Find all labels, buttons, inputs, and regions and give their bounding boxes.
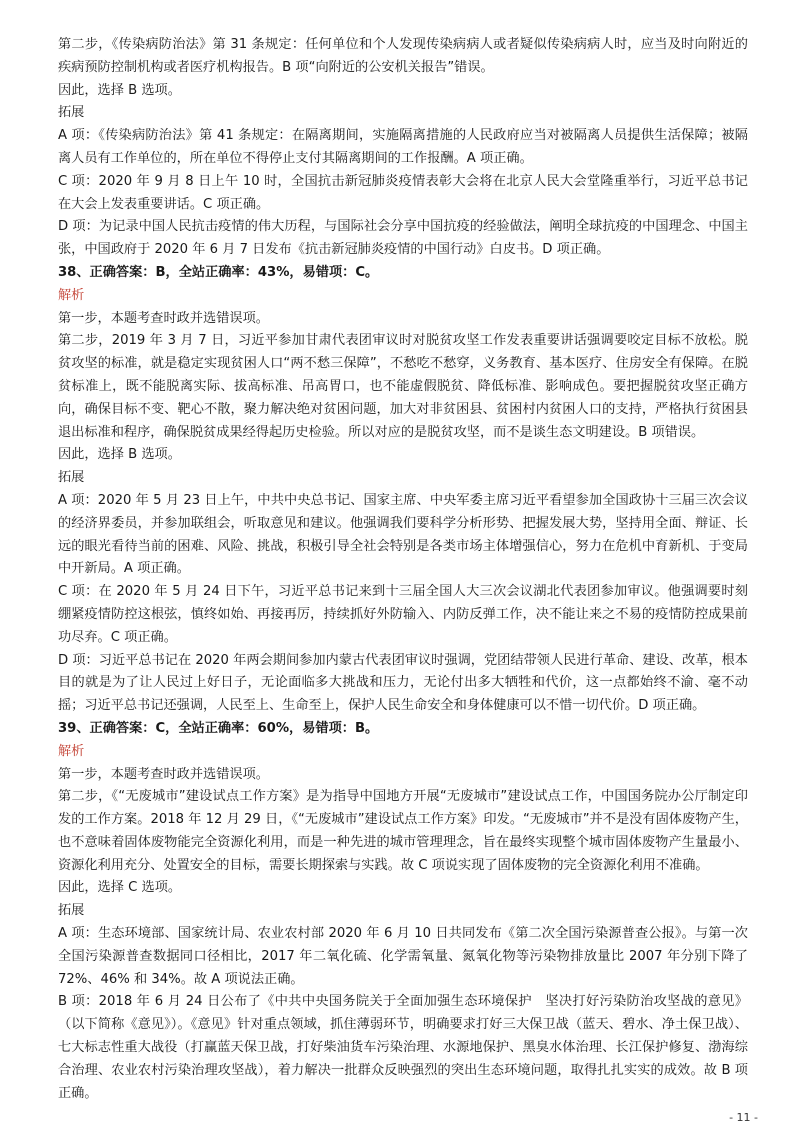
sec1-option-d: D 项：为记录中国人民抗击疫情的伟大历程，与国际社会分享中国抗疫的经验做法，阐明全球抗疫的中国理念、中国主张，中国政府于 2020 年 6 月 7 日发布《抗击新冠肺炎疫情的中国行动》白皮书。D 项正确。 (58, 219, 748, 258)
q38-answer-header: 38、正确答案：B，全站正确率：43%，易错项：C。 (58, 264, 379, 280)
q38-option-c: C 项：在 2020 年 5 月 24 日下午，习近平总书记来到十三届全国人大三次会议湖北代表团参加审议。他强调要时刻绷紧疫情防控这根弦，慎终如始、再接再厉，持续抓好外防输入、内防反弹工作，决不能让来之不易的疫情防控成果前功尽弃。C 项正确。 (58, 584, 748, 645)
q38-analysis-heading: 解析 (58, 287, 85, 303)
q38-option-d: D 项：习近平总书记在 2020 年两会期间参加内蒙古代表团审议时强调，党团结带领人民进行革命、建设、改革，根本目的就是为了让人民过上好日子，无论面临多大挑战和压力，无论付出多大牺牲和代价，这一点都始终不渝、毫不动摇；习近平总书记还强调，人民至上、生命至上，保护人民生命安全和身体健康可以不惜一切代价。D 项正确。 (58, 652, 748, 714)
sec1-option-a: A 项：《传染病防治法》第 41 条规定：在隔离期间，实施隔离措施的人民政府应当对被隔离人员提供生活保障；被隔离人员有工作单位的，所在单位不得停止支付其隔离期间的工作报酬。A 项正确。 (58, 128, 748, 166)
sec1-extension-heading: 拓展 (58, 105, 85, 121)
sec1-option-c: C 项：2020 年 9 月 8 日上午 10 时，全国抗击新冠肺炎疫情表彰大会将在北京人民大会堂隆重举行，习近平总书记在大会上发表重要讲话。C 项正确。 (58, 173, 748, 212)
q38-conclusion: 因此，选择 B 选项。 (58, 447, 181, 463)
page-number: - 11 - (729, 1111, 758, 1124)
q39-step1: 第一步，本题考查时政并选错误项。 (58, 766, 269, 782)
document-page (58, 34, 748, 1105)
q38-option-a: A 项：2020 年 5 月 23 日上午，中共中央总书记、国家主席、中央军委主席习近平看望参加全国政协十三届三次会议的经济界委员，并参加联组会，听取意见和建议。他强调我们要科学分析形势、把握发展大势，坚持用全面、辩证、长远的眼光看待当前的困难、风险、挑战，积极引导全社会特别是各类市场主体增强信心，努力在危机中育新机、于变局中开新局。A 项正确。 (58, 492, 748, 577)
q38-step1: 第一步，本题考查时政并选错误项。 (58, 310, 269, 326)
q39-extension-heading: 拓展 (58, 903, 85, 919)
q38-step2: 第二步，2019 年 3 月 7 日，习近平参加甘肃代表团审议时对脱贫攻坚工作发表重要讲话强调要咬定目标不放松。脱贫攻坚的标准，就是稳定实现贫困人口“两不愁三保障”，不愁吃不愁穿，义务教育、基本医疗、住房安全有保障。在脱贫标准上，既不能脱离实际、拔高标准、吊高胃口，也不能虚假脱贫、降低标准、影响成色。要把握脱贫攻坚正确方向，确保目标不变、靶心不散，聚力解决绝对贫困问题，加大对非贫困县、贫困村内贫困人口的支持，严格执行贫困县退出标准和程序，确保脱贫成果经得起历史检验。所以对应的是脱贫攻坚，而不是谈生态文明建设。B 项错误。 (58, 333, 748, 440)
q39-option-a: A 项：生态环境部、国家统计局、农业农村部 2020 年 6 月 10 日共同发布《第二次全国污染源普查公报》。与第一次全国污染源普查数据同口径相比，2017 年二氧化硫、化学需氧量、氮氧化物等污染物排放量比 2007 年分别下降了 72%、46% 和 34%。故 A 项说法正确。 (58, 926, 748, 987)
sec1-step2: 第二步，《传染病防治法》第 31 条规定：任何单位和个人发现传染病病人或者疑似传染病病人时，应当及时向附近的疾病预防控制机构或者医疗机构报告。B 项“向附近的公安机关报告”错误。 (58, 37, 748, 75)
q38-extension-heading: 拓展 (58, 470, 85, 486)
q39-answer-header: 39、正确答案：C，全站正确率：60%，易错项：B。 (58, 720, 379, 736)
q39-conclusion: 因此，选择 C 选项。 (58, 880, 182, 896)
q39-analysis-heading: 解析 (58, 743, 85, 759)
q39-option-b: B 项：2018 年 6 月 24 日公布了《中共中央国务院关于全面加强生态环境保护 坚决打好污染防治攻坚战的意见》（以下简称《意见》）。《意见》针对重点领域，抓住薄弱环节，明确要求打好三大保卫战（蓝天、碧水、净土保卫战）、七大标志性重大战役（打赢蓝天保卫战，打好柴油货车污染治理、水源地保护、黑臭水体治理、长江保护修复、渤海综合治理、农业农村污染治理攻坚战），着力解决一批群众反映强烈的突出生态环境问题，取得扎扎实实的成效。故 B 项正确。 (58, 994, 748, 1101)
sec1-conclusion: 因此，选择 B 选项。 (58, 82, 181, 98)
q39-step2: 第二步，《“无废城市”建设试点工作方案》是为指导中国地方开展“无废城市”建设试点工作，中国国务院办公厅制定印发的工作方案。2018 年 12 月 29 日，《“无废城市”建设试点工作方案》印发。“无废城市”并不是没有固体废物产生，也不意味着固体废物能完全资源化利用，而是一种先进的城市管理理念，旨在最终实现整个城市固体废物产生量最小、资源化利用充分、处置安全的目标，需要长期探索与实践。故 C 项说实现了固体废物的完全资源化利用不准确。 (58, 789, 748, 873)
